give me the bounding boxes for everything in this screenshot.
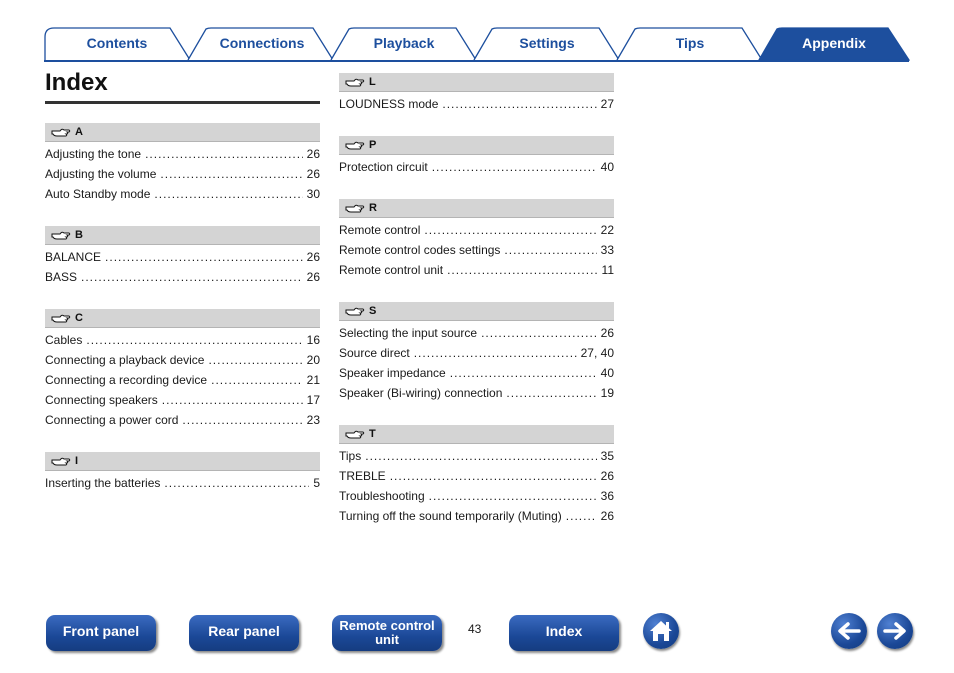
section-letter: I [75, 455, 79, 467]
index-entry[interactable] [45, 350, 320, 370]
page-title: Index [45, 69, 108, 96]
pointing-hand-icon [51, 230, 71, 241]
dot-leader [182, 413, 302, 427]
section-header [45, 452, 320, 471]
remote-control-unit-button[interactable] [332, 615, 442, 651]
dot-leader [211, 373, 303, 387]
entry-term: Selecting the input source [339, 326, 478, 340]
index-entry[interactable] [339, 240, 614, 260]
tab-label: Playback [373, 35, 435, 51]
entry-term: Adjusting the tone [45, 147, 142, 161]
entry-page-number: 40 [600, 160, 614, 174]
dot-leader [429, 489, 597, 503]
entry-list [45, 245, 320, 287]
section-letter: S [369, 305, 377, 317]
arrow-left-icon [831, 613, 867, 649]
section-letter: B [75, 229, 83, 241]
tab-connections[interactable] [187, 27, 335, 60]
tab-label: Tips [675, 35, 705, 51]
dot-leader [442, 97, 596, 111]
section-letter: P [369, 139, 377, 151]
index-column-right [339, 73, 614, 548]
tab-label: Settings [519, 35, 575, 51]
tab-baseline [44, 60, 909, 62]
entry-term: Connecting a recording device [45, 373, 208, 387]
entry-term: Connecting speakers [45, 393, 158, 407]
pointing-hand-icon [345, 77, 365, 88]
entry-page-number: 40 [600, 366, 614, 380]
section-letter: C [75, 312, 83, 324]
entry-page-number: 26 [306, 147, 320, 161]
tab-appendix[interactable] [758, 27, 910, 60]
index-entry[interactable] [339, 446, 614, 466]
entry-list [339, 92, 614, 114]
entry-list [45, 142, 320, 204]
top-tab-bar [44, 27, 910, 61]
dot-leader [414, 346, 577, 360]
section-letter: R [369, 202, 377, 214]
pointing-hand-icon [345, 429, 365, 440]
index-entry[interactable] [339, 466, 614, 486]
forward-button[interactable] [877, 613, 913, 649]
index-entry[interactable] [339, 363, 614, 383]
entry-page-number: 20 [306, 353, 320, 367]
entry-page-number: 5 [313, 476, 320, 490]
entry-term: Remote control codes settings [339, 243, 501, 257]
index-section-c [45, 309, 320, 430]
section-letter: T [369, 428, 376, 440]
section-header [45, 123, 320, 142]
index-entry[interactable] [339, 486, 614, 506]
rear-panel-button[interactable] [189, 615, 299, 651]
entry-term: Remote control unit [339, 263, 444, 277]
entry-term: Inserting the batteries [45, 476, 161, 490]
dot-leader [566, 509, 597, 523]
index-entry[interactable] [45, 184, 320, 204]
section-header [339, 73, 614, 92]
entry-page-number: 27 [600, 97, 614, 111]
entry-term: Speaker (Bi-wiring) connection [339, 386, 503, 400]
index-section-p [339, 136, 614, 177]
entry-page-number: 26 [306, 250, 320, 264]
index-section-b [45, 226, 320, 287]
tab-playback[interactable] [330, 27, 478, 60]
index-entry[interactable] [45, 164, 320, 184]
remote-control-label-line1: Remote control [339, 618, 435, 633]
entry-term: Adjusting the volume [45, 167, 157, 181]
entry-term: Cables [45, 333, 83, 347]
entry-term: Troubleshooting [339, 489, 425, 503]
entry-term: Source direct [339, 346, 410, 360]
title-divider [45, 101, 320, 104]
entry-term: Protection circuit [339, 160, 428, 174]
index-entry[interactable] [45, 144, 320, 164]
entry-page-number: 27, 40 [580, 346, 614, 360]
dot-leader [154, 187, 302, 201]
index-entry[interactable] [45, 473, 320, 493]
index-entry[interactable] [45, 410, 320, 430]
index-entry[interactable] [339, 383, 614, 403]
index-entry[interactable] [339, 157, 614, 177]
index-label: Index [545, 623, 583, 639]
index-entry[interactable] [339, 220, 614, 240]
index-entry[interactable] [45, 370, 320, 390]
entry-term: Connecting a power cord [45, 413, 179, 427]
front-panel-label: Front panel [62, 623, 140, 639]
entry-page-number: 19 [600, 386, 614, 400]
entry-page-number: 21 [306, 373, 320, 387]
dot-leader [424, 223, 596, 237]
entry-page-number: 11 [601, 263, 614, 277]
index-entry[interactable] [339, 94, 614, 114]
pointing-hand-icon [51, 456, 71, 467]
pointing-hand-icon [345, 140, 365, 151]
tab-tips[interactable] [616, 27, 764, 60]
dot-leader [162, 393, 303, 407]
index-entry[interactable] [339, 260, 614, 280]
pointing-hand-icon [51, 127, 71, 138]
entry-page-number: 26 [306, 270, 320, 284]
entry-page-number: 35 [600, 449, 614, 463]
pointing-hand-icon [345, 203, 365, 214]
tab-label: Contents [86, 35, 148, 51]
section-header [339, 425, 614, 444]
index-section-i [45, 452, 320, 493]
section-letter: A [75, 126, 83, 138]
front-panel-button[interactable] [46, 615, 156, 651]
entry-term: TREBLE [339, 469, 386, 483]
index-section-l [339, 73, 614, 114]
entry-term: LOUDNESS mode [339, 97, 439, 111]
entry-term: Connecting a playback device [45, 353, 205, 367]
dot-leader [86, 333, 302, 347]
pointing-hand-icon [51, 313, 71, 324]
entry-list [339, 444, 614, 526]
tab-settings[interactable] [473, 27, 621, 60]
dot-leader [450, 366, 597, 380]
index-entry[interactable] [45, 390, 320, 410]
dot-leader [81, 270, 303, 284]
entry-list [339, 321, 614, 403]
entry-list [45, 328, 320, 430]
tab-label: Appendix [802, 35, 866, 51]
dot-leader [390, 469, 597, 483]
index-column-left [45, 123, 320, 515]
home-icon [643, 613, 679, 649]
back-button[interactable] [831, 613, 867, 649]
index-entry[interactable] [339, 323, 614, 343]
index-entry[interactable] [339, 506, 614, 526]
dot-leader [447, 263, 597, 277]
entry-list [339, 155, 614, 177]
index-section-r [339, 199, 614, 280]
dot-leader [164, 476, 309, 490]
section-header [339, 199, 614, 218]
remote-control-label-line2: unit [375, 632, 399, 647]
entry-term: Auto Standby mode [45, 187, 151, 201]
index-entry[interactable] [45, 267, 320, 287]
entry-page-number: 26 [306, 167, 320, 181]
index-section-t [339, 425, 614, 526]
index-section-a [45, 123, 320, 204]
entry-term: Turning off the sound temporarily (Muting) [339, 509, 562, 523]
entry-page-number: 33 [600, 243, 614, 257]
entry-page-number: 23 [306, 413, 320, 427]
dot-leader [365, 449, 596, 463]
section-header [339, 302, 614, 321]
section-header [45, 226, 320, 245]
entry-page-number: 26 [600, 469, 614, 483]
index-section-s [339, 302, 614, 403]
tab-label: Connections [219, 35, 305, 51]
dot-leader [432, 160, 597, 174]
entry-term: BALANCE [45, 250, 102, 264]
index-entry[interactable] [339, 343, 614, 363]
entry-term: Speaker impedance [339, 366, 446, 380]
arrow-right-icon [877, 613, 913, 649]
entry-page-number: 16 [306, 333, 320, 347]
dot-leader [145, 147, 303, 161]
dot-leader [504, 243, 596, 257]
entry-term: BASS [45, 270, 78, 284]
dot-leader [105, 250, 303, 264]
dot-leader [506, 386, 596, 400]
tab-contents[interactable] [44, 27, 192, 60]
entry-term: Tips [339, 449, 362, 463]
pointing-hand-icon [345, 306, 365, 317]
section-header [45, 309, 320, 328]
dot-leader [481, 326, 597, 340]
entry-page-number: 30 [306, 187, 320, 201]
section-letter: L [369, 76, 376, 88]
section-header [339, 136, 614, 155]
entry-page-number: 26 [600, 326, 614, 340]
index-button[interactable] [509, 615, 619, 651]
index-entry[interactable] [45, 247, 320, 267]
rear-panel-label: Rear panel [208, 623, 280, 639]
entry-term: Remote control [339, 223, 421, 237]
entry-page-number: 17 [306, 393, 320, 407]
entry-page-number: 22 [600, 223, 614, 237]
entry-page-number: 36 [600, 489, 614, 503]
entry-list [45, 471, 320, 493]
entry-page-number: 26 [600, 509, 614, 523]
index-entry[interactable] [45, 330, 320, 350]
page-number: 43 [468, 622, 482, 636]
dot-leader [208, 353, 302, 367]
home-button[interactable] [643, 613, 679, 649]
dot-leader [160, 167, 302, 181]
entry-list [339, 218, 614, 280]
